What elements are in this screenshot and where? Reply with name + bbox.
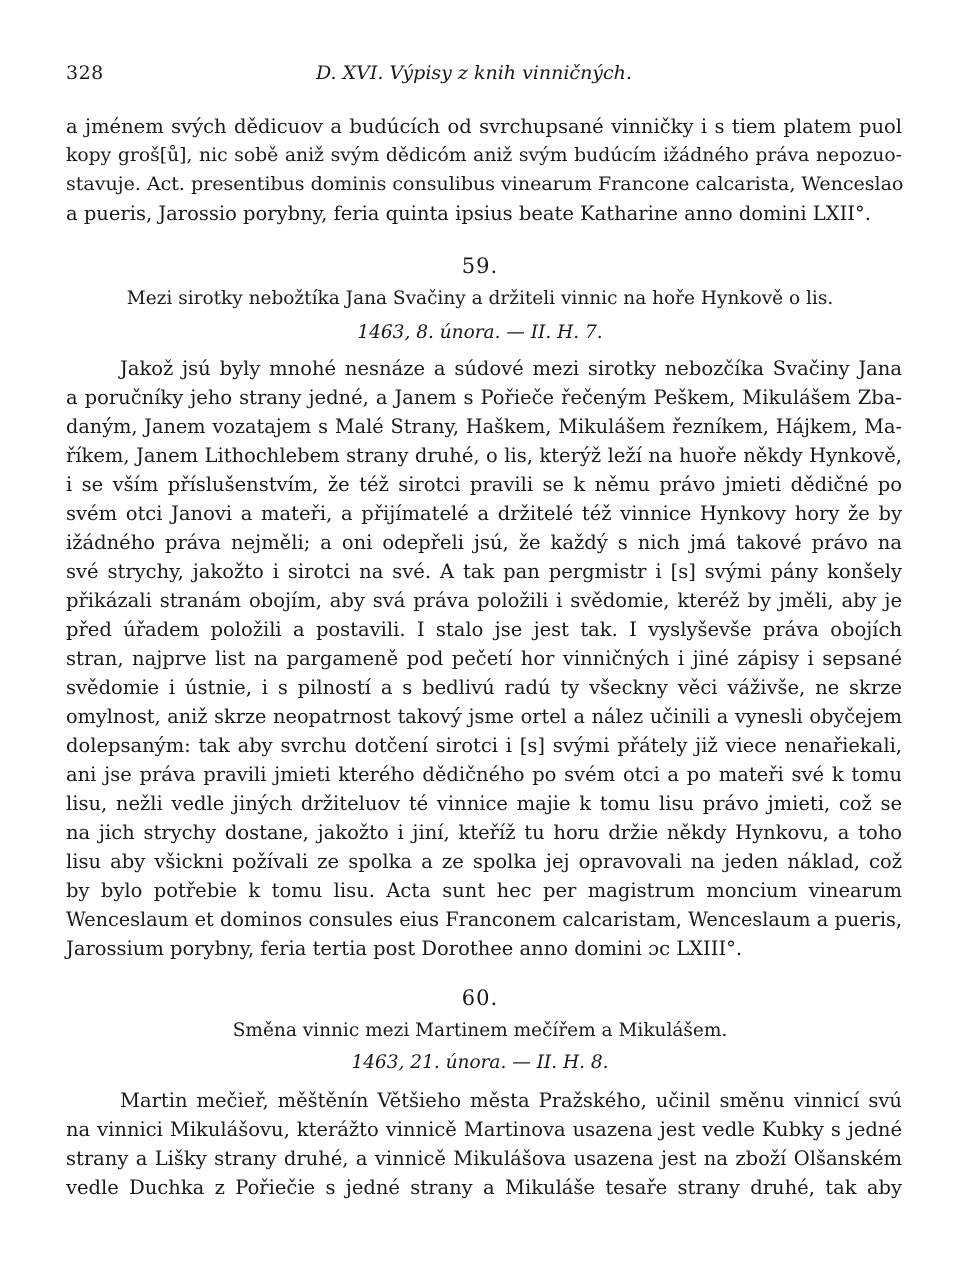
text-line: i se vším příslušenstvím, že též sirotci pravili se k němu právo jmieti dědičné po	[66, 473, 902, 496]
text-line: a pueris, Jarossio porybny, feria quinta ipsius beate Katharine anno domini LXII°.	[66, 202, 871, 225]
entry-body-59	[66, 354, 902, 963]
text-line: Wenceslaum et dominos consules eius Franconem calcaristam, Wenceslaum a pueris,	[66, 908, 902, 931]
entry-date-59: 1463, 8. února. — II. H. 7.	[357, 322, 603, 343]
text-line: lisu, nežli vedle jiných držiteluov té vinnice majie k tomu lisu právo jmieti, což se	[66, 792, 902, 815]
text-line: přikázali stranám obojím, aby svá práva položili i svědomie, kteréž by jměli, aby je	[66, 589, 902, 612]
text-line: omylnost, aniž skrze neopatrnost takový jsme ortel a nález učinili a vynesli obyčejem	[66, 705, 902, 728]
text-line: na jich strychy dostane, jakožto i jiní, kteříž tu horu držie někdy Hynkovu, a toho	[66, 821, 902, 844]
text-line: Jarossium porybny, feria tertia post Dorothee anno domini ɔc LXIII°.	[66, 937, 743, 960]
text-line: ani jse práva pravili jmieti kterého dědičného po svém otci a po mateři své k tomu	[66, 763, 902, 786]
entry-number-59: 59.	[461, 254, 499, 278]
text-line: na vinnici Mikulášovu, kterážto vinnicě Martinova usazena jest vedle Kubky s jedné	[66, 1118, 902, 1141]
text-line: vedle Duchka z Pořiečie s jedné strany a Mikuláše tesaře strany druhé, tak aby	[66, 1176, 902, 1199]
text-line: kopy groš[ů], nic sobě aniž svým dědicóm aniž svým budúcím ižádného práva nepozuo-	[66, 145, 902, 166]
text-line: a poručníky jeho strany jedné, a Janem s Pořieče řečeným Peškem, Mikulášem Zba-	[66, 386, 902, 409]
entry-heading-60: Směna vinnic mezi Martinem mečířem a Mikulášem.	[232, 1020, 728, 1041]
text-line: daným, Janem vozatajem s Malé Strany, Haškem, Mikulášem řezníkem, Hájkem, Ma-	[66, 415, 902, 438]
text-line: Jakož jsú byly mnohé nesnáze a súdové mezi sirotky nebozčíka Svačiny Jana	[120, 357, 902, 380]
text-line: by bylo potřebie k tomu lisu. Acta sunt hec per magistrum moncium vinearum	[66, 879, 902, 902]
text-line: a jménem svých dědicuov a budúcích od svrchupsané vinničky i s tiem platem puol	[66, 115, 902, 138]
text-line: Martin mečieř, měštěnín Většieho města Pražského, učinil směnu vinnicí svú	[120, 1089, 902, 1112]
running-title: D. XVI. Výpisy z knih vinničných.	[316, 62, 632, 84]
text-line: stavuje. Act. presentibus dominis consulibus vinearum Francone calcarista, Wenceslao	[66, 173, 904, 195]
text-line: svém otci Janovi a mateři, a přijímatelé a držitelé též vinnice Hynkovy hory že by	[66, 502, 902, 525]
page-number: 328	[66, 62, 104, 84]
text-line: před úřadem položili a postavili. I stalo jse jest tak. I vyslyševše práva obojích	[66, 618, 902, 641]
text-line: ižádného práva nejměli; a oni odepřeli jsú, že každý s nich jmá takové právo na	[66, 531, 902, 554]
text-line: říkem, Janem Lithochlebem strany druhé, o lis, kterýž leží na huoře někdy Hynkově,	[66, 444, 902, 467]
text-line: strany a Lišky strany druhé, a vinnicě Mikulášova usazena jest na zboží Olšanském	[66, 1147, 902, 1170]
text-line: své strychy, jakožto i sirotci na své. A tak pan pergmistr i [s] svými pány konšely	[66, 560, 902, 583]
text-line: dolepsaným: tak aby svrchu dotčení sirotci i [s] svými přátely již viece nenařiekali,	[66, 734, 902, 757]
running-header	[66, 62, 902, 88]
text-line: svědomie i ústnie, i s pilností a s bedlivú radú ty všeckny věci váživše, ne skrze	[66, 676, 902, 699]
entry-date-60: 1463, 21. února. — II. H. 8.	[351, 1052, 609, 1073]
entry-number-60: 60.	[461, 986, 499, 1010]
entry-body-60	[66, 1086, 902, 1202]
entry-heading-59: Mezi sirotky nebožtíka Jana Svačiny a držiteli vinnic na hoře Hynkově o lis.	[126, 288, 834, 309]
text-line: lisu aby všickni požívali ze spolka a ze spolka jej opravovali na jeden náklad, což	[66, 850, 902, 873]
continuation-paragraph	[66, 112, 902, 228]
text-line: stran, najprve list na pargameně pod pečetí hor vinničných i jiné zápisy i sepsané	[66, 647, 902, 670]
